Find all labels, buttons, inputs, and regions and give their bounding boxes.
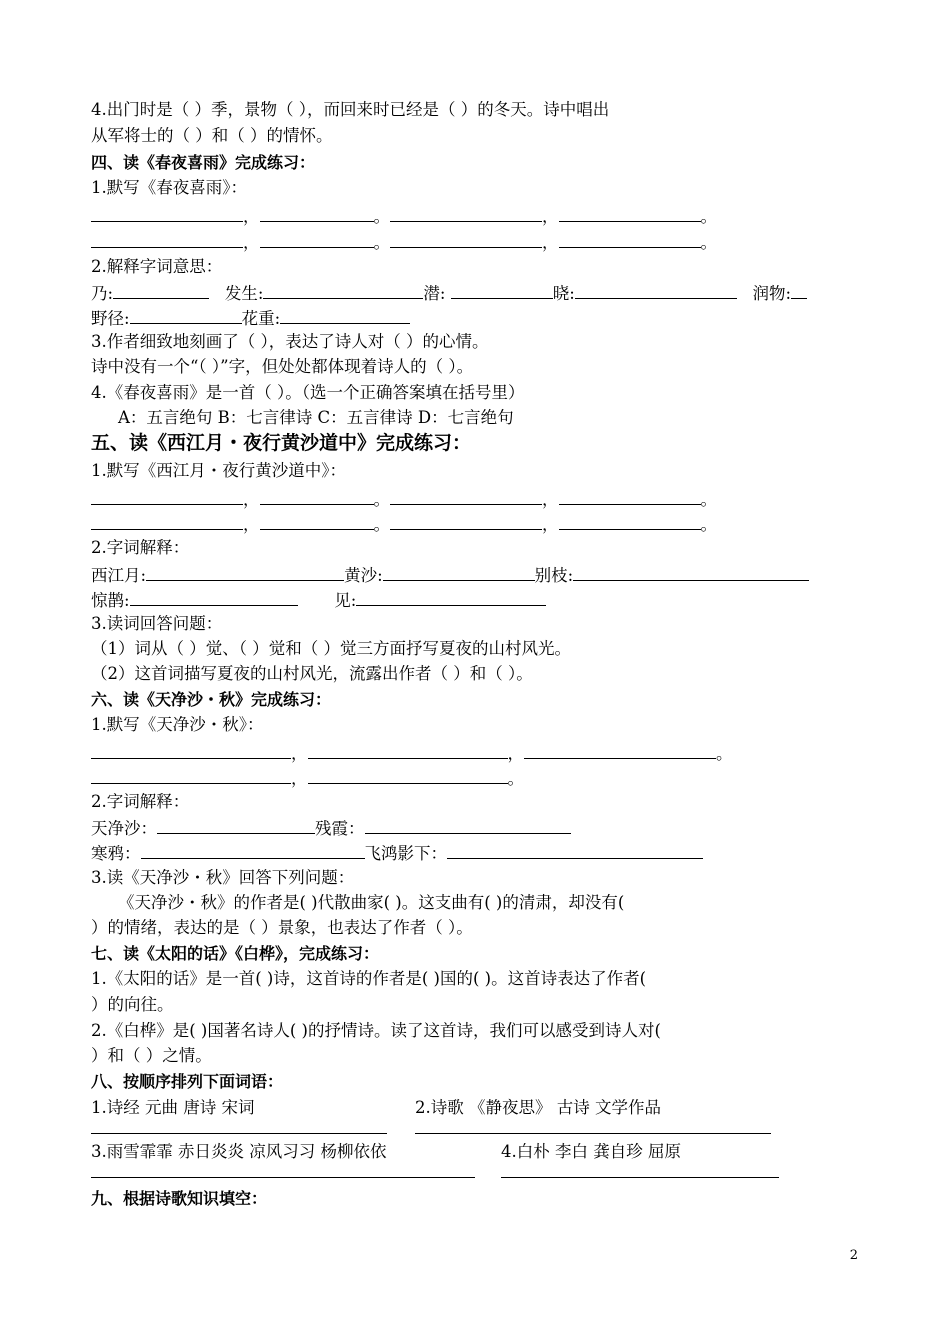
sec6-q2-terms2 (91, 841, 703, 865)
page-number: 2 (849, 1248, 858, 1263)
sec5-title: 五、读《西江月・夜行黄沙道中》完成练习： (91, 432, 472, 454)
term-label: 润物: (752, 284, 792, 303)
answer-blank[interactable] (91, 487, 243, 505)
answer-blank[interactable] (146, 563, 344, 581)
answer-blank[interactable] (91, 230, 243, 248)
sec6-q3: 3.读《天净沙・秋》回答下列问题： (91, 868, 355, 887)
sec6-title: 六、读《天净沙・秋》完成练习： (91, 690, 332, 709)
sec4-q2-terms1 (91, 281, 807, 305)
term-label: 惊鹊: (91, 591, 130, 610)
answer-blank[interactable] (308, 766, 508, 784)
sec8-group1: 1.诗经 元曲 唐诗 宋词 (91, 1098, 255, 1117)
answer-blank[interactable] (356, 588, 546, 606)
sec6-dictation-line1: ， ， 。 (91, 741, 733, 765)
answer-blank[interactable] (91, 1133, 387, 1134)
term-label: 寒鸦： (91, 844, 141, 863)
answer-blank[interactable] (260, 512, 374, 530)
term-label: 发生: (224, 284, 264, 303)
sec5-q1: 1.默写《西江月・夜行黄沙道中》： (91, 461, 346, 480)
answer-blank[interactable] (130, 306, 242, 324)
sec8-group2: 2.诗歌 《静夜思》 古诗 文学作品 (415, 1098, 661, 1117)
sec3-q4-line1: 4.出门时是（ ）季，景物（ ），而回来时已经是（ ）的冬天。诗中唱出 (91, 100, 610, 119)
term-label: 飞鸿影下： (364, 844, 447, 863)
term-label: 晓: (552, 284, 575, 303)
sec3-q4-line2: 从军将士的（ ）和（ ）的情怀。 (91, 126, 333, 145)
answer-blank[interactable] (280, 306, 410, 324)
answer-blank[interactable] (91, 766, 291, 784)
answer-blank[interactable] (559, 230, 701, 248)
answer-blank[interactable] (559, 204, 701, 222)
sec6-q3-line1: 《天净沙・秋》的作者是( )代散曲家( )。这支曲有( )的清肃，却没有( (118, 893, 625, 912)
answer-blank[interactable] (130, 588, 298, 606)
sec5-q3-2: （2）这首词描写夏夜的山村风光，流露出作者（ ）和（ ）。 (91, 664, 533, 683)
sec4-q4-options: A：五言绝句 B：七言律诗 C：五言律诗 D：七言绝句 (118, 408, 514, 427)
answer-blank[interactable] (157, 816, 315, 834)
answer-blank[interactable] (383, 563, 535, 581)
answer-blank[interactable] (447, 841, 703, 859)
sec8-group3: 3.雨雪霏霏 赤日炎炎 凉风习习 杨柳依依 (91, 1142, 387, 1161)
answer-blank[interactable] (365, 816, 571, 834)
sec4-q2: 2.解释字词意思： (91, 257, 223, 276)
answer-blank[interactable] (390, 512, 542, 530)
term-label: 天净沙： (91, 819, 157, 838)
sec5-dictation-line1: ， 。 ， 。 (91, 487, 717, 511)
sec4-title: 四、读《春夜喜雨》完成练习： (91, 153, 316, 172)
answer-blank[interactable] (575, 281, 737, 299)
answer-blank[interactable] (260, 204, 374, 222)
sec7-q2-line1: 2.《白桦》是( )国著名诗人( )的抒情诗。读了这首诗，我们可以感受到诗人对( (91, 1021, 661, 1040)
sec4-q3-line2: 诗中没有一个“（ ）”字，但处处都体现着诗人的（ ）。 (91, 357, 474, 376)
term-label: 黄沙: (344, 566, 383, 585)
answer-blank[interactable] (524, 741, 716, 759)
term-label: 野径: (91, 309, 130, 328)
answer-blank[interactable] (390, 487, 542, 505)
term-label: 潜: (423, 284, 446, 303)
sec8-group4: 4.白朴 李白 龚自珍 屈原 (501, 1142, 681, 1161)
sec8-title: 八、按顺序排列下面词语： (91, 1072, 284, 1091)
term-label: 别枝: (534, 566, 574, 585)
sec4-q2-terms2 (91, 306, 410, 330)
answer-blank[interactable] (501, 1177, 779, 1178)
answer-blank[interactable] (260, 230, 374, 248)
sec5-q2-terms1 (91, 563, 809, 587)
answer-blank[interactable] (573, 563, 809, 581)
sec4-q3-line1: 3.作者细致地刻画了（ ），表达了诗人对（ ）的心情。 (91, 332, 489, 351)
sec7-q1-line2: ）的向往。 (91, 995, 174, 1014)
answer-blank[interactable] (141, 841, 365, 859)
answer-blank[interactable] (791, 281, 807, 299)
answer-blank[interactable] (91, 204, 243, 222)
sec4-q4: 4.《春夜喜雨》是一首（ ）。（选一个正确答案填在括号里） (91, 383, 525, 402)
term-label: 乃: (91, 284, 114, 303)
sec5-q2-terms2 (91, 588, 546, 612)
answer-blank[interactable] (91, 1177, 475, 1178)
answer-blank[interactable] (113, 281, 209, 299)
answer-blank[interactable] (91, 512, 243, 530)
term-label: 西江月: (91, 566, 147, 585)
answer-blank[interactable] (451, 281, 553, 299)
sec4-dictation-line1: ， 。 ， 。 (91, 204, 717, 228)
answer-blank[interactable] (415, 1133, 771, 1134)
sec6-q1: 1.默写《天净沙・秋》： (91, 715, 264, 734)
answer-blank[interactable] (263, 281, 423, 299)
sec4-q1: 1.默写《春夜喜雨》： (91, 178, 247, 197)
sec5-q3: 3.读词回答问题： (91, 614, 223, 633)
sec6-q2-terms1 (91, 816, 571, 840)
answer-blank[interactable] (260, 487, 374, 505)
sec5-q2: 2.字词解释： (91, 538, 190, 557)
sec7-q1-line1: 1.《太阳的话》是一首( )诗，这首诗的作者是( )国的( )。这首诗表达了作者( (91, 969, 647, 988)
sec6-q2: 2.字词解释： (91, 792, 190, 811)
answer-blank[interactable] (390, 204, 542, 222)
sec6-dictation-line2: ， 。 (91, 766, 524, 790)
sec6-q3-line2: ）的情绪，表达的是（ ）景象，也表达了作者（ ）。 (91, 918, 473, 937)
term-label: 花重: (241, 309, 281, 328)
answer-blank[interactable] (308, 741, 508, 759)
sec4-dictation-line2: ， 。 ， 。 (91, 230, 717, 254)
answer-blank[interactable] (559, 512, 701, 530)
sec5-dictation-line2: ， 。 ， 。 (91, 512, 717, 536)
sec7-q2-line2: ）和（ ）之情。 (91, 1046, 212, 1065)
term-label: 残霞： (315, 819, 365, 838)
sec7-title: 七、读《太阳的话》《白桦》，完成练习： (91, 944, 380, 963)
term-label: 见: (334, 591, 357, 610)
sec5-q3-1: （1）词从（ ）觉、（ ）觉和（ ）觉三方面抒写夏夜的山村风光。 (91, 639, 571, 658)
answer-blank[interactable] (390, 230, 542, 248)
sec9-title: 九、根据诗歌知识填空： (91, 1189, 268, 1208)
answer-blank[interactable] (559, 487, 701, 505)
answer-blank[interactable] (91, 741, 291, 759)
